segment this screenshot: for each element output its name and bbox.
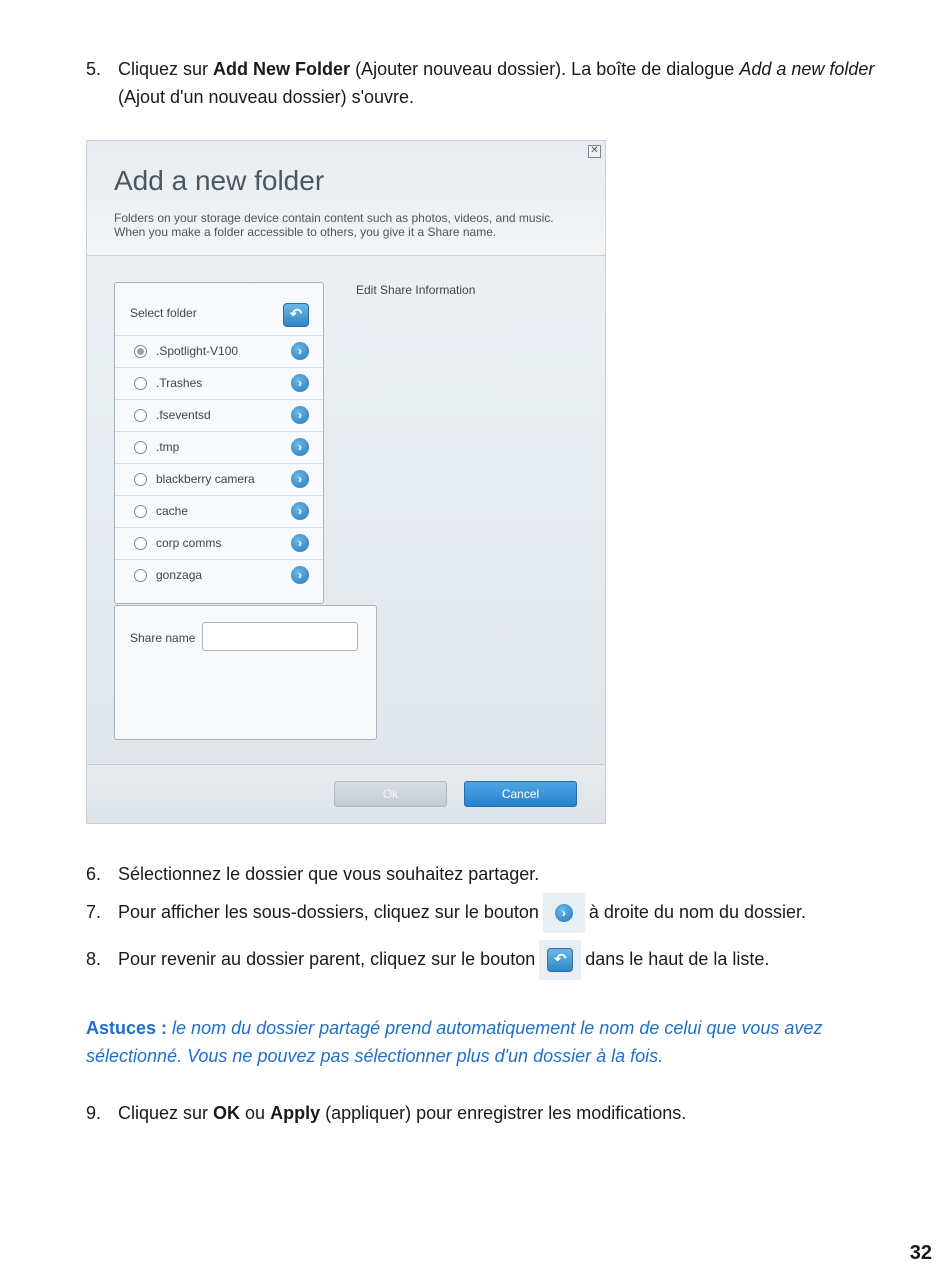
folder-row[interactable] [115,368,323,400]
folder-radio[interactable] [134,409,147,422]
folder-name: blackberry camera [156,472,255,486]
folder-name: cache [156,504,189,518]
step-text: Sélectionnez le dossier que vous souhaitez partager. [118,864,540,884]
step-number: 9. [86,1103,102,1123]
folder-radio[interactable] [134,569,147,582]
step-text: à droite du nom du dossier. [588,902,807,922]
tip-text: sélectionné. Vous ne pouvez pas sélectionner plus d'un dossier à la fois. [86,1046,664,1066]
folder-row[interactable] [115,560,323,591]
step-bold: Apply [270,1103,321,1123]
chevron-right-icon[interactable]: › [291,406,309,424]
page-number: 32 [909,1242,932,1264]
step-7 [86,891,806,933]
folder-radio[interactable] [134,505,147,518]
step-number: 8. [86,949,102,969]
tip-note [86,1014,886,1070]
folder-row[interactable] [115,432,323,464]
dialog-header [87,141,605,256]
folder-row[interactable] [115,336,323,368]
step-text: (Ajouter nouveau dossier). La boîte de dialogue [350,59,740,79]
step-bold: Add New Folder [213,59,351,79]
step-text: (appliquer) pour enregistrer les modifications. [320,1103,687,1123]
chevron-right-icon: › [543,893,585,933]
folder-panel-header [115,283,323,336]
step-text: Cliquez sur [118,1103,214,1123]
tip-text: le nom du dossier partagé prend automatiquement le nom de celui que vous avez [172,1018,823,1038]
step-number: 5. [86,59,102,79]
edit-share-heading: Edit Share Information [356,283,476,297]
ok-button[interactable]: Ok [334,781,447,807]
dialog-title: Add a new folder [114,165,325,196]
add-folder-dialog [86,140,606,824]
select-folder-label: Select folder [130,306,197,320]
chevron-right-icon[interactable]: › [291,438,309,456]
close-icon[interactable]: ✕ [588,145,601,158]
description-line: Folders on your storage device contain content such as photos, videos, and music. [114,211,554,225]
folder-name: .Spotlight-V100 [156,344,239,358]
step-number: 7. [86,902,102,922]
step-text: Pour afficher les sous-dossiers, cliquez sur le bouton [118,902,539,922]
share-name-label: Share name [130,631,196,645]
chevron-right-icon[interactable]: › [291,534,309,552]
step-text-line2: (Ajout d'un nouveau dossier) s'ouvre. [118,87,415,107]
folder-radio[interactable] [134,377,147,390]
folder-radio[interactable] [134,345,147,358]
step-number: 6. [86,864,102,884]
folder-radio[interactable] [134,537,147,550]
folder-list [115,336,323,591]
step-text: ou [240,1103,271,1123]
folder-panel [114,282,324,604]
back-arrow-icon: ↶ [539,940,581,980]
step-9 [86,1099,686,1127]
step-8 [86,938,769,980]
step-text: dans le haut de la liste. [585,949,770,969]
folder-name: .tmp [156,440,180,454]
step-bold: OK [213,1103,241,1123]
folder-name: .fseventsd [156,408,211,422]
folder-row[interactable] [115,496,323,528]
folder-radio[interactable] [134,473,147,486]
chevron-right-icon[interactable]: › [291,502,309,520]
folder-name: .Trashes [156,376,203,390]
folder-row[interactable] [115,464,323,496]
cancel-button[interactable]: Cancel [464,781,577,807]
share-panel [114,605,377,740]
tip-label: Astuces : [86,1018,168,1038]
chevron-right-icon[interactable]: › [291,342,309,360]
chevron-right-icon[interactable]: › [291,470,309,488]
chevron-right-icon[interactable]: › [291,374,309,392]
folder-row[interactable] [115,400,323,432]
description-line: When you make a folder accessible to others, you give it a Share name. [114,225,497,239]
step-italic: Add a new folder [739,59,875,79]
step-5 [86,55,874,111]
step-text: Cliquez sur [118,59,214,79]
folder-radio[interactable] [134,441,147,454]
dialog-description [114,211,594,239]
back-arrow-icon[interactable]: ↶ [283,303,309,327]
step-text: Pour revenir au dossier parent, cliquez sur le bouton [118,949,536,969]
share-name-input[interactable] [202,622,358,651]
folder-name: corp comms [156,536,222,550]
folder-name: gonzaga [156,568,203,582]
step-6 [86,860,539,888]
chevron-right-icon[interactable]: › [291,566,309,584]
folder-row[interactable] [115,528,323,560]
dialog-footer [87,764,605,823]
